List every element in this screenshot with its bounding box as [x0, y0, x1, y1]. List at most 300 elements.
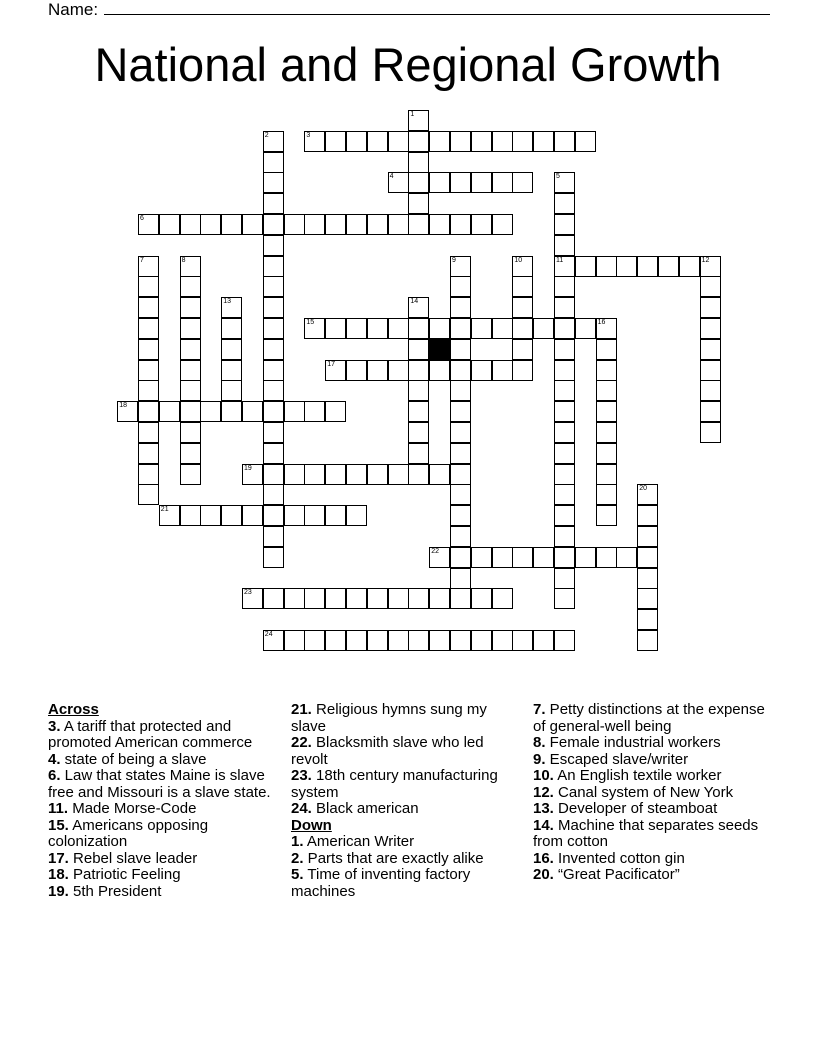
crossword-cell[interactable]	[700, 339, 721, 360]
crossword-cell[interactable]	[408, 443, 429, 464]
crossword-cell[interactable]	[575, 547, 596, 568]
crossword-cell[interactable]	[596, 422, 617, 443]
crossword-cell[interactable]	[596, 339, 617, 360]
crossword-cell[interactable]	[263, 505, 284, 526]
crossword-cell[interactable]	[263, 172, 284, 193]
crossword-cell[interactable]	[450, 422, 471, 443]
crossword-cell[interactable]	[492, 214, 513, 235]
name-label: Name:	[48, 0, 99, 19]
clue-number: 7	[140, 256, 144, 264]
crossword-cell[interactable]	[408, 401, 429, 422]
crossword-cell[interactable]	[138, 380, 159, 401]
crossword-cell[interactable]	[242, 588, 263, 609]
clue-column-2	[291, 702, 521, 900]
crossword-cell[interactable]	[388, 214, 409, 235]
crossword-cell[interactable]	[512, 630, 533, 651]
crossword-cell[interactable]	[284, 401, 305, 422]
crossword-cell[interactable]	[367, 131, 388, 152]
crossword-cell[interactable]	[346, 318, 367, 339]
crossword-cell[interactable]	[450, 318, 471, 339]
crossword-cell[interactable]	[367, 360, 388, 381]
crossword-cell[interactable]	[388, 318, 409, 339]
crossword-cell[interactable]	[138, 339, 159, 360]
crossword-cell[interactable]	[429, 131, 450, 152]
crossword-cell[interactable]	[138, 401, 159, 422]
crossword-cell[interactable]	[637, 505, 658, 526]
crossword-cell[interactable]	[450, 297, 471, 318]
crossword-cell[interactable]	[408, 380, 429, 401]
clue-item-text: Rebel slave leader	[68, 849, 198, 867]
crossword-cell[interactable]	[367, 464, 388, 485]
crossword-cell[interactable]	[554, 131, 575, 152]
clue-item-text: Americans opposing colonization	[48, 816, 209, 850]
crossword-cell[interactable]	[138, 256, 159, 277]
crossword-cell[interactable]	[346, 214, 367, 235]
crossword-cell[interactable]	[596, 318, 617, 339]
crossword-cell[interactable]	[596, 360, 617, 381]
crossword-cell[interactable]	[554, 318, 575, 339]
crossword-cell[interactable]	[471, 131, 492, 152]
crossword-cell[interactable]	[471, 588, 492, 609]
crossword-cell[interactable]	[346, 360, 367, 381]
crossword-cell[interactable]	[180, 276, 201, 297]
crossword-cell[interactable]	[180, 339, 201, 360]
crossword-cell[interactable]	[700, 380, 721, 401]
crossword-cell[interactable]	[554, 297, 575, 318]
crossword-cell[interactable]	[471, 630, 492, 651]
crossword-cell[interactable]	[304, 505, 325, 526]
clue-number: 22	[431, 547, 439, 555]
crossword-cell[interactable]	[138, 318, 159, 339]
crossword-cell[interactable]	[429, 318, 450, 339]
crossword-cell[interactable]	[138, 360, 159, 381]
crossword-cell[interactable]	[367, 588, 388, 609]
crossword-cell[interactable]	[471, 547, 492, 568]
crossword-cell[interactable]	[450, 568, 471, 589]
crossword-cell[interactable]	[180, 464, 201, 485]
clue-item-number: 18.	[48, 866, 69, 883]
crossword-cell[interactable]	[180, 297, 201, 318]
crossword-cell[interactable]	[117, 401, 138, 422]
crossword-cell[interactable]	[554, 172, 575, 193]
crossword-cell[interactable]	[180, 256, 201, 277]
crossword-cell[interactable]	[159, 401, 180, 422]
crossword-cell[interactable]	[512, 318, 533, 339]
clue-number: 14	[410, 298, 419, 306]
crossword-cell[interactable]	[408, 131, 429, 152]
crossword-cell[interactable]	[159, 505, 180, 526]
clue-item-text: “Great Pacificator”	[553, 866, 680, 883]
crossword-cell[interactable]	[554, 464, 575, 485]
crossword-cell[interactable]	[408, 339, 429, 360]
crossword-cell[interactable]	[408, 422, 429, 443]
crossword-cell[interactable]	[367, 214, 388, 235]
crossword-cell[interactable]	[325, 131, 346, 152]
crossword-cell[interactable]	[637, 256, 658, 277]
clue-item	[48, 752, 284, 769]
crossword-cell[interactable]	[616, 256, 637, 277]
crossword-cell[interactable]	[304, 630, 325, 651]
clue-item-text: state of being a slave	[60, 750, 207, 768]
crossword-cell[interactable]	[138, 276, 159, 297]
crossword-cell[interactable]	[700, 360, 721, 381]
crossword-cell[interactable]	[180, 401, 201, 422]
crossword-cell[interactable]	[700, 256, 721, 277]
crossword-cell[interactable]	[533, 318, 554, 339]
crossword-cell[interactable]	[596, 547, 617, 568]
clue-item-text: An English textile worker	[553, 767, 722, 784]
crossword-cell[interactable]	[284, 630, 305, 651]
clue-item	[291, 851, 521, 868]
crossword-cell[interactable]	[408, 214, 429, 235]
crossword-cell[interactable]	[325, 360, 346, 381]
clue-number: 16	[597, 319, 606, 326]
crossword-cell[interactable]	[138, 464, 159, 485]
crossword-cell[interactable]	[242, 464, 263, 485]
crossword-cell[interactable]	[408, 152, 429, 173]
crossword-cell[interactable]	[408, 588, 429, 609]
crossword-cell[interactable]	[450, 484, 471, 505]
crossword-cell[interactable]	[284, 505, 305, 526]
clue-item-number: 7.	[533, 701, 546, 718]
crossword-cell[interactable]	[388, 360, 409, 381]
crossword-cell[interactable]	[596, 256, 617, 277]
across-clues-part-2	[291, 702, 521, 818]
crossword-cell[interactable]	[575, 256, 596, 277]
crossword-cell[interactable]	[367, 630, 388, 651]
crossword-cell[interactable]	[554, 235, 575, 256]
crossword-cell[interactable]	[471, 360, 492, 381]
crossword-cell[interactable]	[554, 360, 575, 381]
crossword-cell[interactable]	[138, 297, 159, 318]
crossword-cell[interactable]	[700, 297, 721, 318]
crossword-cell[interactable]	[492, 588, 513, 609]
clue-item-text: A tariff that protected and promoted American commerce	[48, 717, 253, 751]
crossword-cell[interactable]	[325, 401, 346, 422]
crossword-cell[interactable]	[263, 401, 284, 422]
crossword-cell[interactable]	[263, 443, 284, 464]
crossword-cell[interactable]	[284, 214, 305, 235]
crossword-cell[interactable]	[512, 297, 533, 318]
crossword-cell[interactable]	[450, 443, 471, 464]
crossword-cell[interactable]	[512, 339, 533, 360]
crossword-cell[interactable]	[429, 464, 450, 485]
clue-number: 6	[140, 215, 144, 222]
crossword-cell[interactable]	[388, 588, 409, 609]
crossword-cell[interactable]	[658, 256, 679, 277]
crossword-cell[interactable]	[263, 588, 284, 609]
crossword-cell[interactable]	[575, 131, 596, 152]
crossword-cell[interactable]	[533, 547, 554, 568]
clue-item-number: 13.	[533, 800, 554, 817]
crossword-cell[interactable]	[200, 401, 221, 422]
crossword-cell[interactable]	[429, 172, 450, 193]
crossword-cell[interactable]	[408, 630, 429, 651]
crossword-cell[interactable]	[304, 214, 325, 235]
crossword-cell[interactable]	[554, 214, 575, 235]
down-clues-part-2	[533, 702, 769, 884]
crossword-cell[interactable]	[408, 193, 429, 214]
crossword-cell[interactable]	[200, 505, 221, 526]
crossword-cell[interactable]	[263, 193, 284, 214]
crossword-cell[interactable]	[554, 568, 575, 589]
crossword-cell[interactable]	[596, 505, 617, 526]
crossword-cell[interactable]	[554, 380, 575, 401]
clue-number: 21	[160, 506, 169, 514]
crossword-cell[interactable]	[263, 235, 284, 256]
crossword-cell[interactable]	[263, 214, 284, 235]
crossword-cell[interactable]	[450, 214, 471, 235]
crossword-cell[interactable]	[679, 256, 700, 277]
crossword-cell[interactable]	[512, 360, 533, 381]
crossword-cell[interactable]	[554, 256, 575, 277]
crossword-cell[interactable]	[263, 131, 284, 152]
crossword-cell[interactable]	[512, 172, 533, 193]
crossword-cell[interactable]	[138, 443, 159, 464]
clue-item-number: 20.	[533, 866, 554, 883]
crossword-cell[interactable]	[180, 360, 201, 381]
crossword-cell[interactable]	[263, 484, 284, 505]
crossword-cell[interactable]	[637, 484, 658, 505]
crossword-cell[interactable]	[325, 214, 346, 235]
crossword-cell[interactable]	[346, 131, 367, 152]
crossword-cell[interactable]	[180, 380, 201, 401]
crossword-cell[interactable]	[138, 214, 159, 235]
crossword-cell[interactable]	[450, 464, 471, 485]
crossword-cell[interactable]	[408, 297, 429, 318]
crossword-cell[interactable]	[304, 588, 325, 609]
down-clues-part-1	[291, 834, 521, 900]
crossword-cell[interactable]	[492, 318, 513, 339]
crossword-cell[interactable]	[575, 318, 596, 339]
crossword-cell[interactable]	[533, 131, 554, 152]
crossword-cell[interactable]	[304, 464, 325, 485]
crossword-cell[interactable]	[450, 588, 471, 609]
clue-number: 23	[244, 589, 252, 597]
crossword-cell[interactable]	[554, 547, 575, 568]
crossword-cell[interactable]	[471, 172, 492, 193]
crossword-cell[interactable]	[492, 172, 513, 193]
crossword-cell[interactable]	[263, 256, 284, 277]
crossword-cell[interactable]	[637, 609, 658, 630]
crossword-cell[interactable]	[263, 360, 284, 381]
clue-item-text: Developer of steamboat	[553, 800, 718, 817]
clue-item	[533, 851, 769, 868]
crossword-cell[interactable]	[637, 568, 658, 589]
crossword-cell[interactable]	[159, 214, 180, 235]
crossword-cell[interactable]	[180, 443, 201, 464]
crossword-cell[interactable]	[700, 401, 721, 422]
crossword-cell[interactable]	[263, 276, 284, 297]
clue-number: 5	[556, 173, 560, 181]
clue-item-text: Petty distinctions at the expense of general-well being	[533, 701, 765, 735]
crossword-cell[interactable]	[408, 172, 429, 193]
clue-number: 18	[119, 402, 127, 410]
crossword-cell[interactable]	[554, 630, 575, 651]
crossword-cell[interactable]	[512, 547, 533, 568]
crossword-cell[interactable]	[221, 297, 242, 318]
crossword-cell[interactable]	[450, 505, 471, 526]
crossword-cell[interactable]	[596, 484, 617, 505]
crossword-cell[interactable]	[450, 547, 471, 568]
crossword-cell[interactable]	[471, 318, 492, 339]
crossword-cell[interactable]	[221, 360, 242, 381]
crossword-cell[interactable]	[450, 380, 471, 401]
crossword-cell[interactable]	[388, 131, 409, 152]
crossword-cell[interactable]	[471, 214, 492, 235]
crossword-cell[interactable]	[263, 297, 284, 318]
clue-number: 19	[244, 464, 252, 472]
crossword-cell[interactable]	[388, 172, 409, 193]
crossword-cell[interactable]	[221, 380, 242, 401]
crossword-cell[interactable]	[596, 443, 617, 464]
clue-item	[291, 702, 521, 735]
crossword-cell[interactable]	[408, 110, 429, 131]
crossword-cell[interactable]	[242, 505, 263, 526]
clue-item	[533, 801, 769, 818]
crossword-cell[interactable]	[304, 318, 325, 339]
crossword-cell[interactable]	[284, 464, 305, 485]
crossword-cell[interactable]	[263, 630, 284, 651]
crossword-cell[interactable]	[138, 484, 159, 505]
crossword-cell[interactable]	[450, 172, 471, 193]
clue-number: 2	[264, 131, 269, 139]
clue-item	[533, 768, 769, 785]
crossword-cell[interactable]	[700, 276, 721, 297]
crossword-cell[interactable]	[221, 214, 242, 235]
crossword-cell[interactable]	[637, 547, 658, 568]
crossword-cell[interactable]	[180, 214, 201, 235]
crossword-cell[interactable]	[180, 422, 201, 443]
crossword-cell[interactable]	[408, 318, 429, 339]
crossword-cell[interactable]	[450, 526, 471, 547]
crossword-cell[interactable]	[512, 256, 533, 277]
crossword-cell[interactable]	[554, 422, 575, 443]
crossword-cell[interactable]	[554, 443, 575, 464]
crossword-cell[interactable]	[304, 401, 325, 422]
crossword-cell[interactable]	[554, 526, 575, 547]
crossword-cell[interactable]	[637, 588, 658, 609]
crossword-cell[interactable]	[325, 505, 346, 526]
crossword-cell[interactable]	[200, 214, 221, 235]
crossword-cell[interactable]	[388, 630, 409, 651]
crossword-cell[interactable]	[408, 360, 429, 381]
crossword-cell[interactable]	[263, 318, 284, 339]
crossword-cell[interactable]	[429, 630, 450, 651]
crossword-cell[interactable]	[263, 339, 284, 360]
crossword-cell[interactable]	[325, 630, 346, 651]
crossword-cell[interactable]	[450, 630, 471, 651]
crossword-cell[interactable]	[637, 526, 658, 547]
clue-item	[48, 768, 284, 801]
crossword-cell[interactable]	[492, 360, 513, 381]
clue-item-text: Black american	[311, 800, 419, 817]
crossword-cell[interactable]	[221, 505, 242, 526]
crossword-cell[interactable]	[450, 360, 471, 381]
crossword-cell[interactable]	[512, 131, 533, 152]
crossword-cell[interactable]	[325, 464, 346, 485]
crossword-cell[interactable]	[263, 464, 284, 485]
crossword-cell[interactable]	[492, 547, 513, 568]
crossword-cell[interactable]	[367, 318, 388, 339]
clue-number: 15	[306, 319, 315, 326]
crossword-cell[interactable]	[284, 588, 305, 609]
crossword-cell[interactable]	[263, 380, 284, 401]
crossword-cell[interactable]	[554, 484, 575, 505]
crossword-cell[interactable]	[429, 547, 450, 568]
crossword-cell[interactable]	[346, 588, 367, 609]
crossword-cell[interactable]	[221, 401, 242, 422]
crossword-cell[interactable]	[138, 422, 159, 443]
crossword-cell[interactable]	[346, 630, 367, 651]
crossword-cell[interactable]	[596, 380, 617, 401]
crossword-cell[interactable]	[221, 318, 242, 339]
clue-item-text: Time of inventing factory machines	[291, 866, 471, 900]
crossword-cell[interactable]	[450, 131, 471, 152]
crossword-cell[interactable]	[221, 339, 242, 360]
crossword-cell[interactable]	[450, 339, 471, 360]
crossword-cell[interactable]	[554, 276, 575, 297]
clue-item	[48, 818, 284, 851]
crossword-cell[interactable]	[346, 464, 367, 485]
crossword-cell[interactable]	[492, 131, 513, 152]
clue-item-number: 23.	[291, 767, 312, 784]
crossword-cell[interactable]	[450, 276, 471, 297]
crossword-cell[interactable]	[263, 152, 284, 173]
crossword-cell[interactable]	[554, 339, 575, 360]
crossword-cell[interactable]	[554, 588, 575, 609]
crossword-cell[interactable]	[263, 547, 284, 568]
crossword-cell[interactable]	[700, 318, 721, 339]
crossword-cell[interactable]	[242, 401, 263, 422]
across-clues-part-1	[48, 719, 284, 901]
clue-item	[291, 834, 521, 851]
crossword-cell[interactable]	[554, 193, 575, 214]
crossword-cell[interactable]	[388, 464, 409, 485]
crossword-cell[interactable]	[304, 131, 325, 152]
crossword-cell[interactable]	[325, 318, 346, 339]
crossword-cell[interactable]	[512, 276, 533, 297]
crossword-cell[interactable]	[242, 214, 263, 235]
crossword-cell[interactable]	[596, 464, 617, 485]
crossword-cell[interactable]	[429, 360, 450, 381]
crossword-cell[interactable]	[450, 256, 471, 277]
crossword-cell[interactable]	[180, 505, 201, 526]
crossword-cell[interactable]	[637, 630, 658, 651]
clue-item-text: Law that states Maine is slave free and Missouri is a slave state.	[48, 767, 271, 801]
crossword-cell[interactable]	[429, 588, 450, 609]
clue-item-text: Patriotic Feeling	[68, 866, 181, 883]
crossword-cell[interactable]	[616, 547, 637, 568]
clue-item-number: 10.	[533, 767, 554, 784]
crossword-cell[interactable]	[429, 214, 450, 235]
clue-item-number: 14.	[533, 816, 554, 834]
crossword-cell[interactable]	[450, 401, 471, 422]
crossword-cell[interactable]	[180, 318, 201, 339]
crossword-cell[interactable]	[554, 505, 575, 526]
crossword-cell[interactable]	[700, 422, 721, 443]
crossword-cell[interactable]	[346, 505, 367, 526]
crossword-cell[interactable]	[533, 630, 554, 651]
clue-item	[533, 735, 769, 752]
crossword-cell[interactable]	[596, 401, 617, 422]
crossword-cell[interactable]	[263, 526, 284, 547]
crossword-cell[interactable]	[408, 464, 429, 485]
crossword-cell[interactable]	[492, 630, 513, 651]
crossword-cell[interactable]	[554, 401, 575, 422]
crossword-cell[interactable]	[325, 588, 346, 609]
crossword-cell[interactable]	[263, 422, 284, 443]
